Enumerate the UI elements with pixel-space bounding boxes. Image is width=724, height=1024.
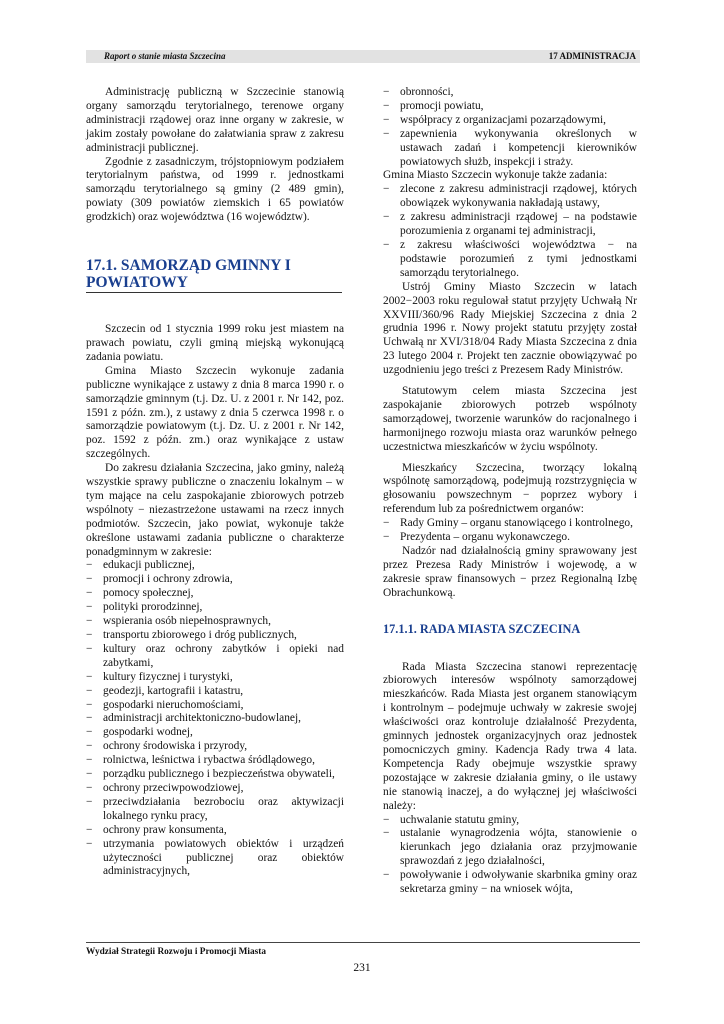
list-item: − ustalanie wynagrodzenia wójta, stanowienie o kierunkach jego działania oraz przyjmowanie sprawozdań z jego działalności, bbox=[383, 827, 637, 869]
list-item: − geodezji, kartografii i katastru, bbox=[86, 685, 344, 699]
list-item: − ochrony praw konsumenta, bbox=[86, 824, 344, 838]
list-item: − uchwalanie statutu gminy, bbox=[383, 814, 637, 828]
list-item: − edukacji publicznej, bbox=[86, 559, 344, 573]
subsection-heading: 17.1.1. RADA MIASTA SZCZECINA bbox=[383, 621, 581, 636]
list-item: − wspierania osób niepełnosprawnych, bbox=[86, 615, 344, 629]
district-tasks-list bbox=[86, 559, 344, 879]
section-spacer bbox=[86, 293, 344, 323]
list-item: − przeciwdziałania bezrobociu oraz aktywizacji lokalnego rynku pracy, bbox=[86, 796, 344, 824]
residents-paragraph: Mieszkańcy Szczecina, tworzący lokalną wspólnotę samorządową, podejmują rozstrzygnięcia w głosowaniu powszechnym − poprzez wybory i referendum lub za pośrednictwem organów: bbox=[383, 461, 637, 516]
left-column bbox=[86, 86, 344, 879]
council-powers-list bbox=[383, 814, 637, 897]
list-item: − zlecone z zakresu administracji rządowej, których obowiązek wykonywania nakładają ustawy, bbox=[383, 183, 637, 211]
list-item: − pomocy społecznej, bbox=[86, 587, 344, 601]
organs-list bbox=[383, 517, 637, 545]
list-item: − z zakresu właściwości województwa − na podstawie porozumień z tymi jednostkami samorządu terytorialnego. bbox=[383, 239, 637, 281]
page-number: 231 bbox=[353, 962, 371, 974]
list-item: − porządku publicznego i bezpieczeństwa obywateli, bbox=[86, 768, 344, 782]
list-item: − administracji architektoniczno-budowlanej, bbox=[86, 712, 344, 726]
list-item: − polityki prorodzinnej, bbox=[86, 601, 344, 615]
section-paragraph-1: Szczecin od 1 stycznia 1999 roku jest miastem na prawach powiatu, czyli gminą miejską wykonującą zadania powiatu. bbox=[86, 323, 344, 363]
list-item: − powoływanie i odwoływanie skarbnika gminy oraz sekretarza gminy − na wniosek wójta, bbox=[383, 869, 637, 897]
city-council-paragraph: Rada Miasta Szczecina stanowi reprezentację zbiorowych interesów wspólnoty samorządowej mieszkańców. Rada Miasta jest organem stanowiącym i kontrolnym – podejmuje uchwały w zakresie swojej właściwości oraz kontroluje działalność Prezydenta, gminnych jednostek organizacyjnych oraz jednostek pomocniczych gminy. Kadencja Rady trwa 4 lata. Kompetencja Rady obejmuje wszystkie sprawy pozostające w zakresie działania gminy, o ile ustawy nie stanowią inaczej, a do wyłącznej jej właściwości należy: bbox=[383, 660, 637, 812]
list-item: − rolnictwa, leśnictwa i rybactwa śródlądowego, bbox=[86, 754, 344, 768]
list-item: − utrzymania powiatowych obiektów i urządzeń użyteczności publicznej oraz obiektów administracyjnych, bbox=[86, 838, 344, 880]
section-heading: 17.1. SAMORZĄD GMINNY I POWIATOWY bbox=[86, 257, 342, 293]
section-paragraph-2: Gmina Miasto Szczecin wykonuje zadania publiczne wynikające z ustawy z dnia 8 marca 1990 r. o samorządzie gminnym (t.j. Dz. U. z 2001 r. Nr 142, poz. 1591 z późn. zm.), z ustawy z dnia 5 czerwca 1998 r. o samorządzie powiatowym (t.j. Dz. U. z 2001 r. Nr 142, poz. 1592 z późn. zm.) oraz wynikające z ustaw szczególnych. bbox=[86, 364, 344, 461]
header-chapter-title: 17 ADMINISTRACJA bbox=[548, 51, 636, 61]
list-item: − promocji i ochrony zdrowia, bbox=[86, 573, 344, 587]
list-item: − zapewnienia wykonywania określonych w ustawach zadań i kompetencji kierowników powiatowych służb, inspekcji i straży. bbox=[383, 128, 637, 170]
list-item: − gospodarki wodnej, bbox=[86, 726, 344, 740]
list-item: − gospodarki nieruchomościami, bbox=[86, 699, 344, 713]
supervision-paragraph: Nadzór nad działalnością gminy sprawowany jest przez Prezesa Rady Ministrów i wojewodę, a w zakresie spraw finansowych − przez Regionalną Izbę Obrachunkową. bbox=[383, 545, 637, 599]
section-paragraph-3: Do zakresu działania Szczecina, jako gminy, należą wszystkie sprawy publiczne o znaczeniu lokalnym – w tym mające na celu zaspokajanie zbiorowych potrzeb wspólnoty − niezastrzeżone ustawami na rzecz innych podmiotów. Szczecin, jako powiat, wykonuje także określone ustawami zadania publiczne o charakterze ponadgminnym w zakresie: bbox=[86, 462, 344, 558]
header-report-title: Raport o stanie miasta Szczecina bbox=[104, 51, 226, 61]
list-item: − ochrony przeciwpowodziowej, bbox=[86, 782, 344, 796]
list-item: − obronności, bbox=[383, 86, 637, 100]
footer-department: Wydział Strategii Rozwoju i Promocji Miasta bbox=[86, 947, 266, 957]
list-item: − kultury fizycznej i turystyki, bbox=[86, 671, 344, 685]
running-header bbox=[86, 50, 640, 63]
list-item: − Prezydenta – organu wykonawczego. bbox=[383, 531, 637, 545]
intro-paragraph-1: Administrację publiczną w Szczecinie stanowią organy samorządu terytorialnego, terenowe organy administracji rządowej oraz inne organy w zakresie, w jakim zostały powołane do załatwiania spraw z zakresu administracji publicznej. bbox=[86, 86, 344, 154]
list-item: − promocji powiatu, bbox=[383, 100, 637, 114]
list-item: − współpracy z organizacjami pozarządowymi, bbox=[383, 114, 637, 128]
list-item: − ochrony środowiska i przyrody, bbox=[86, 740, 344, 754]
right-column bbox=[383, 86, 637, 897]
also-tasks-intro: Gmina Miasto Szczecin wykonuje także zadania: bbox=[383, 169, 608, 182]
statute-paragraph: Ustrój Gminy Miasto Szczecin w latach 2002−2003 roku regulował statut przyjęty Uchwałą Nr XXVIII/360/96 Rady Miejskiej Szczecina z dnia 2 grudnia 1996 r. Nowy projekt statutu przyjęty został Uchwałą nr XVI/318/04 Rady Miasta Szczecina z dnia 23 lutego 2004 r. Projekt ten zacznie obowiązywać po uzgodnieniu jego treści z Prezesem Rady Ministrów. bbox=[383, 280, 637, 377]
also-tasks-list bbox=[383, 183, 637, 280]
list-item: − z zakresu administracji rządowej – na podstawie porozumienia z organami tej administracji, bbox=[383, 211, 637, 239]
intro-paragraph-2: Zgodnie z zasadniczym, trójstopniowym podziałem terytorialnym państwa, od 1999 r. jednostkami samorządu terytorialnego są gminy (2 489 gmin), powiaty (309 powiatów ziemskich i 65 powiatów grodzkich) oraz województwa (16 województw). bbox=[86, 155, 344, 224]
statutory-goal-paragraph: Statutowym celem miasta Szczecina jest zaspokajanie zbiorowych potrzeb wspólnoty samorządowej, tworzenie warunków do racjonalnego i harmonijnego rozwoju miasta oraz warunków pełnego uczestnictwa mieszkańców w życiu wspólnoty. bbox=[383, 385, 637, 453]
list-item: − kultury oraz ochrony zabytków i opieki nad zabytkami, bbox=[86, 643, 344, 671]
list-item: − Rady Gminy – organu stanowiącego i kontrolnego, bbox=[383, 517, 637, 531]
list-item: − transportu zbiorowego i dróg publicznych, bbox=[86, 629, 344, 643]
footer-divider bbox=[86, 942, 640, 943]
district-tasks-list-continued bbox=[383, 86, 637, 169]
